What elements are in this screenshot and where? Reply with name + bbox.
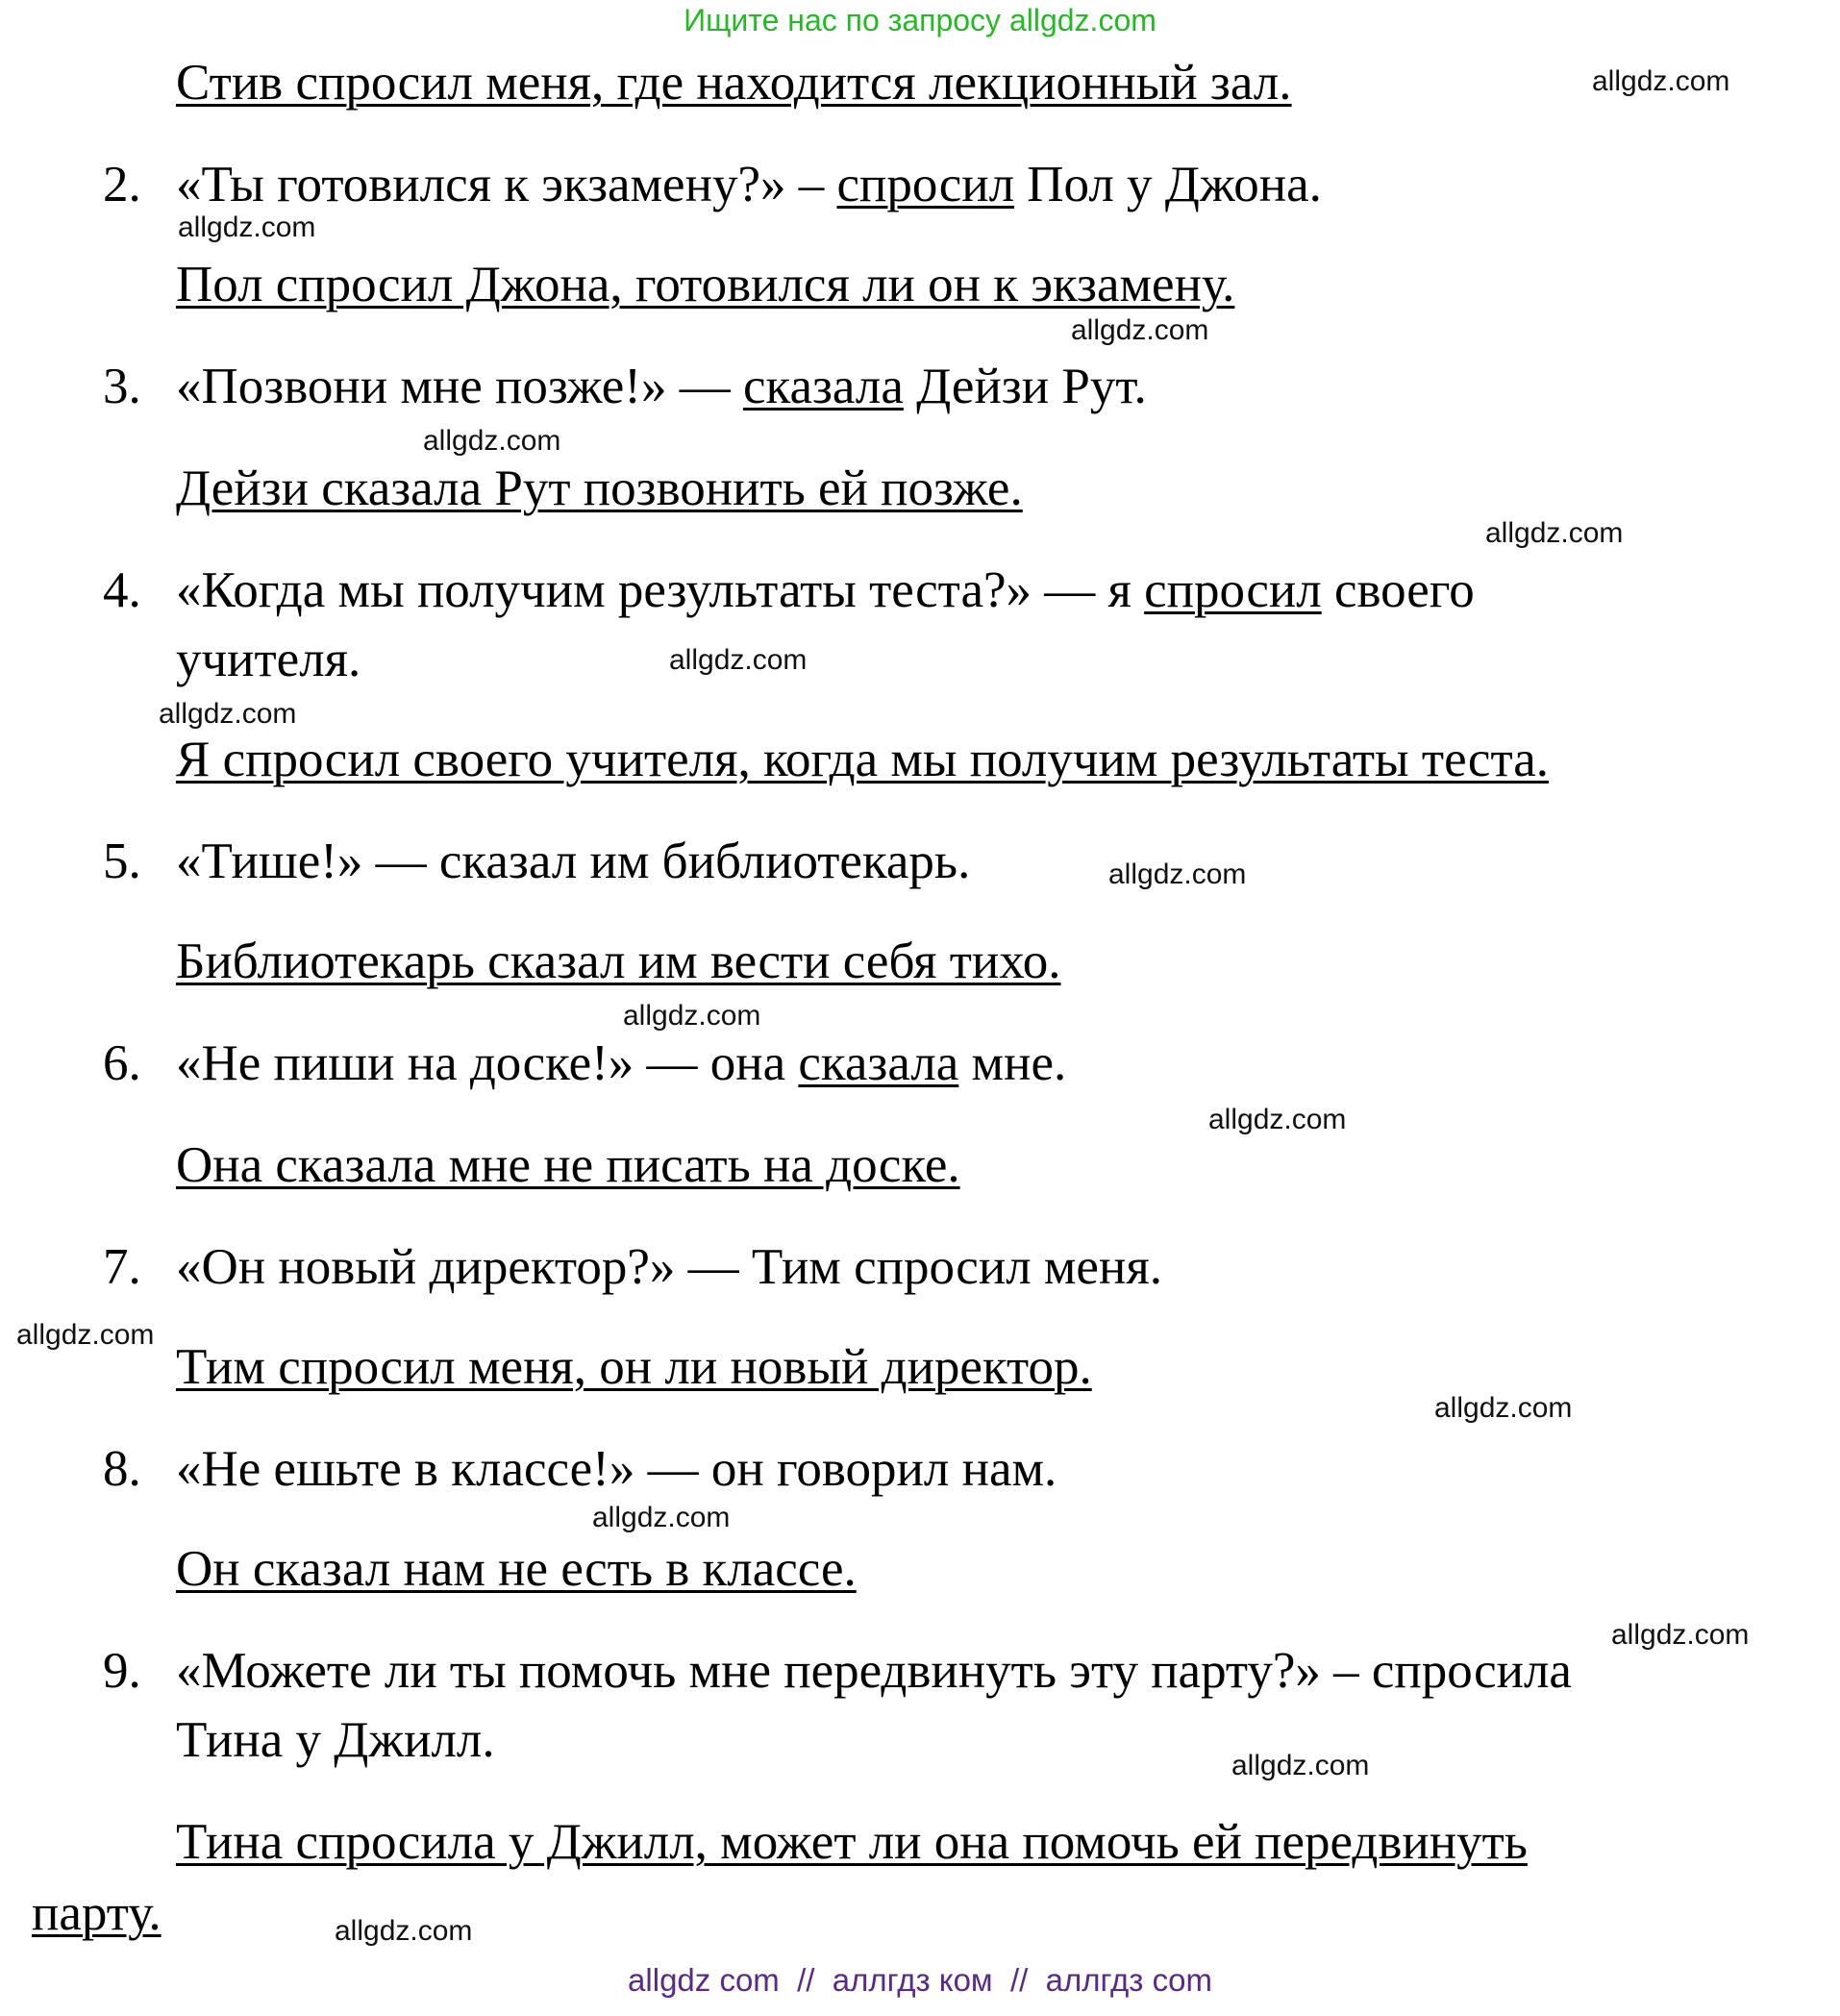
sentence-3-pre: «Позвони мне позже!» — bbox=[176, 359, 743, 414]
watermark: allgdz.com bbox=[1611, 1619, 1750, 1651]
watermark: allgdz.com bbox=[335, 1915, 473, 1947]
sentence-2 bbox=[176, 156, 1322, 213]
watermark: allgdz.com bbox=[592, 1502, 731, 1533]
sentence-3 bbox=[176, 358, 1147, 415]
answer-8: Он сказал нам не есть в классе. bbox=[176, 1541, 857, 1597]
sentence-8: «Не ешьте в классе!» — он говорил нам. bbox=[176, 1441, 1057, 1497]
item-number-4: 4. bbox=[103, 562, 141, 618]
item-number-2: 2. bbox=[103, 157, 141, 212]
watermark: allgdz.com bbox=[1485, 517, 1624, 549]
answer-1: Стив спросил меня, где находится лекционный зал. bbox=[176, 55, 1292, 111]
watermark: allgdz.com bbox=[1108, 859, 1247, 890]
item-number-7: 7. bbox=[103, 1239, 141, 1295]
watermark: allgdz.com bbox=[1434, 1392, 1573, 1424]
sentence-9-line2: Тина у Джилл. bbox=[176, 1712, 495, 1768]
sentence-5: «Тише!» — сказал им библиотекарь. bbox=[176, 834, 971, 889]
sentence-6 bbox=[176, 1034, 1066, 1092]
sentence-2-pre: «Ты готовился к экзамену?» – bbox=[176, 157, 837, 212]
item-number-8: 8. bbox=[103, 1441, 141, 1497]
sentence-6-verb: сказала bbox=[798, 1035, 959, 1091]
sentence-6-pre: «Не пиши на доске!» — она bbox=[176, 1035, 799, 1091]
item-number-6: 6. bbox=[103, 1035, 141, 1091]
sentence-2-verb: спросил bbox=[836, 157, 1015, 212]
watermark: allgdz.com bbox=[1071, 314, 1209, 346]
watermark: allgdz.com bbox=[178, 212, 316, 243]
header-banner: Ищите нас по запросу allgdz.com bbox=[684, 3, 1156, 37]
sentence-9: «Можете ли ты помочь мне передвинуть эту парту?» – спросила bbox=[176, 1643, 1572, 1699]
watermark: allgdz.com bbox=[669, 644, 808, 676]
watermark: allgdz.com bbox=[423, 425, 561, 457]
answer-5: Библиотекарь сказал им вести себя тихо. bbox=[176, 933, 1061, 989]
answer-2: Пол спросил Джона, готовился ли он к экзамену. bbox=[176, 257, 1235, 312]
footer-banner: allgdz com // аллгдз ком // аллгдз com bbox=[628, 1962, 1212, 1998]
sentence-4-verb: спросил bbox=[1144, 562, 1322, 618]
item-number-5: 5. bbox=[103, 834, 141, 889]
item-number-9: 9. bbox=[103, 1643, 141, 1699]
watermark: allgdz.com bbox=[623, 1000, 761, 1032]
watermark: allgdz.com bbox=[1231, 1750, 1370, 1781]
item-number-3: 3. bbox=[103, 359, 141, 414]
sentence-3-post: Дейзи Рут. bbox=[903, 359, 1147, 414]
sentence-2-post: Пол у Джона. bbox=[1014, 157, 1322, 212]
answer-9-line2: парту. bbox=[32, 1885, 162, 1941]
watermark: allgdz.com bbox=[1592, 65, 1730, 97]
sentence-7: «Он новый директор?» — Тим спросил меня. bbox=[176, 1239, 1162, 1295]
answer-6: Она сказала мне не писать на доске. bbox=[176, 1137, 960, 1193]
sentence-6-post: мне. bbox=[958, 1035, 1067, 1091]
watermark: allgdz.com bbox=[16, 1319, 155, 1351]
sentence-4 bbox=[176, 561, 1475, 619]
sentence-4-post: своего bbox=[1321, 562, 1475, 618]
answer-4: Я спросил своего учителя, когда мы получим результаты теста. bbox=[176, 732, 1550, 787]
answer-9: Тина спросила у Джилл, может ли она помочь ей передвинуть bbox=[176, 1814, 1528, 1870]
watermark: allgdz.com bbox=[1208, 1104, 1347, 1135]
answer-7: Тим спросил меня, он ли новый директор. bbox=[176, 1339, 1092, 1395]
sentence-4-line2: учителя. bbox=[176, 632, 361, 687]
answer-3: Дейзи сказала Рут позвонить ей позже. bbox=[176, 460, 1023, 516]
sentence-3-verb: сказала bbox=[742, 359, 904, 414]
watermark: allgdz.com bbox=[159, 698, 297, 730]
sentence-4-pre: «Когда мы получим результаты теста?» — я bbox=[176, 562, 1145, 618]
